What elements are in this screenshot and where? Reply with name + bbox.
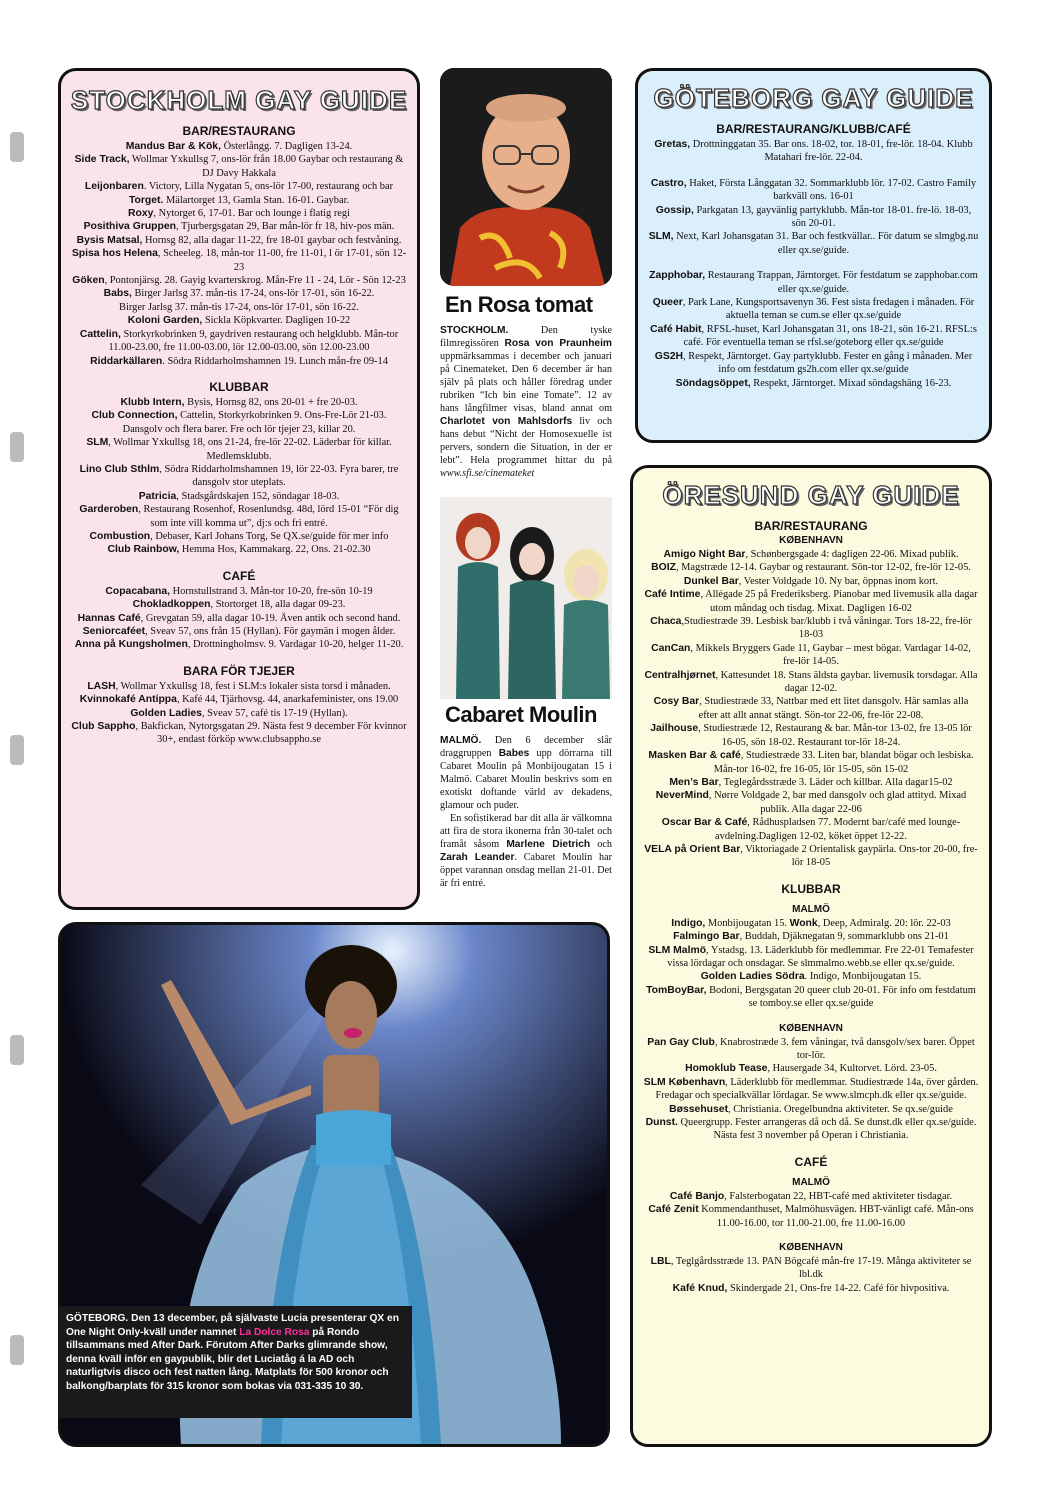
- venue-name: Leijonbaren: [84, 181, 144, 193]
- listing-entry: [638, 165, 989, 177]
- venue-name: Garderoben: [79, 504, 139, 516]
- venue-details: Birger Jarlsg 37. mån-tis 17-24, ons-lör 17-01, sön 16-22.: [131, 288, 375, 300]
- listing-entry: [643, 816, 979, 843]
- venue-name: Club Connection,: [91, 410, 178, 422]
- venue-details: Hemma Hos, Kammakarg. 22, Ons. 21-02.30: [179, 544, 371, 556]
- listing-entry: [71, 396, 407, 409]
- listing-entry: [643, 984, 979, 1011]
- venue-name: Zapphobar,: [649, 270, 706, 282]
- article-cabaret-moulin-headline: Cabaret Moulin: [445, 702, 597, 727]
- listing-entry: [648, 138, 979, 165]
- venue-name: Anna på Kungsholmen: [74, 639, 188, 651]
- venue-details: , Kattesundet 18. Stans äldsta gaybar. livemusik torsdagar. Alla dagar 12-02.: [715, 669, 978, 695]
- venue-name: Men’s Bar: [669, 776, 719, 788]
- city-subheading: MALMÖ: [792, 1176, 830, 1188]
- oresund-guide-box: [630, 465, 992, 1447]
- venue-details: , Restaurang Rosenhof, Rosenlundsg. 48d, lörd 15-01 “För dig som inte vill komma ut”, dj:s och fri entré.: [138, 504, 399, 529]
- listing-entry: [71, 194, 407, 207]
- section-heading: BAR/RESTAURANG: [754, 519, 868, 533]
- listing-entry: [648, 296, 979, 323]
- listing-entry: [638, 257, 989, 269]
- listing-entry: [643, 575, 979, 588]
- venue-details: , Studiestræde 33. Liten bar, blandat bögar och lesbiska. Mån-tor 16-02, fre 16-05, lör 15-05, sön 15-02: [713, 750, 974, 775]
- venue-details: , Sveav 57, ons från 15 (Hyllan). För gaymän i mogen ålder.: [145, 626, 396, 637]
- section-heading: BAR/RESTAURANG: [182, 124, 296, 138]
- listing-entry: [643, 1282, 979, 1295]
- venue-name: Hannas Café: [77, 612, 141, 624]
- venue-name: Chaca: [650, 616, 682, 628]
- city-subheading: KØBENHAVN: [779, 535, 843, 546]
- venue-details: Drottninggatan 35. Bar ons. 18-02, tor. 18-01, fre-lör. 18-04. Klubb Matahari fre-lör. 22-04.: [690, 139, 973, 164]
- oresund-guide-title: ÖRESUND GAY GUIDE: [662, 480, 960, 510]
- city-subheading: KØBENHAVN: [779, 1022, 843, 1034]
- listing-entry: [648, 230, 979, 257]
- stockholm-guide-title: STOCKHOLM GAY GUIDE: [70, 85, 408, 115]
- venue-name: Klubb Intern,: [120, 396, 185, 408]
- venue-details: , Rådhuspladsen 77. Modernt bar/café med lounge-avdelning.Dagligen 12-02, köket öppet 12-22.: [715, 817, 961, 842]
- venue-details: Skindergade 21, Ons-fre 14-22. Café för hivpositiva.: [727, 1282, 950, 1294]
- venue-name: NeverMind: [655, 790, 709, 802]
- venue-details: , Stadsgårdskajen 152, söndagar 18-03.: [176, 490, 340, 502]
- venue-details: , Wollmar Yxkullsg 18, fest i SLM:s lokaler sista torsd i månaden.: [115, 680, 391, 692]
- venue-details: , Läderklubb för medlemmar. Studiestræde 14a, över gården. Fredagar och specialkvällar lördagar. Se www.slmcph.dk eller qx.se/guide.: [655, 1076, 979, 1102]
- listing-entry: [71, 585, 407, 598]
- listing-entry: [648, 204, 979, 231]
- listing-entry: [643, 722, 979, 749]
- venue-name: Café Banjo: [669, 1190, 725, 1202]
- listing-entry: [643, 561, 979, 574]
- listing-entry: [71, 720, 407, 747]
- listing-entry: [643, 548, 979, 561]
- listing-entry: [71, 220, 407, 233]
- venue-name: Golden Ladies: [130, 707, 202, 719]
- venue-name: CanCan: [651, 642, 691, 654]
- venue-details: , Park Lane, Kungsportsavenyn 36. Fest sista fredagen i månaden. För aktuella teman se cum.se eller qx.se/guide: [682, 297, 975, 322]
- venue-details: Parkgatan 13, gayvänlig partyklubb. Mån-tor 18-01. fre-lö. 18-03, sön 20-01.: [693, 204, 972, 230]
- venue-details: . Victory, Lilla Nygatan 5, ons-lör 17-00, restaurang och bar: [143, 181, 394, 193]
- venue-name: Homoklub Tease: [685, 1063, 768, 1075]
- venue-details: , Drottningholmsv. 9. Vardagar 10-20, helger 11-20.: [187, 639, 404, 651]
- venue-details: , RFSL-huset, Karl Johansgatan 31, ons 18-21, sön 16-21. RFSL:s café. För eventuella teman se rfsl.se/goteborg eller qx.se/guide: [683, 323, 977, 349]
- venue-name: Dunkel Bar: [683, 575, 739, 587]
- performer-photo-caption: GÖTEBORG. Den 13 december, på självaste Lucia presenterar QX en One Night Only-kväll under namnet La Dolce Rosa på Rondo tillsammans med After Dark. Förutom After Darks glimrande show, denna kväll inför en gaypublik, blir det Luciatåg á la AD och naturligtvis disco och fest natten lång. Matplats för 500 kronor och balkong/barplats för 315 kronor som bokas via 031-335 10 30.: [58, 1306, 412, 1418]
- listing-entry: [643, 789, 979, 816]
- venue-details: Haket, Första Långgatan 32. Sommarklubb lör. 17-02. Castro Family barkväll ons. 16-01: [686, 177, 977, 203]
- venue-details: , Christiania. Oregelbundna aktiviteter. Se qx.se/guide: [728, 1103, 953, 1115]
- venue-name: Lino Club Sthlm: [79, 463, 160, 475]
- venue-details: , Studiestræde 12, Restaurang & bar. Mån-tor 13-02, fre 13-05 lör 16-05, sön 18-02. Restaurant tor-lör 18-24.: [698, 723, 972, 748]
- page-tab-marker: [10, 432, 24, 462]
- listing-entry: [643, 970, 979, 983]
- listing-entry: [71, 612, 407, 625]
- listing-entry: [643, 1116, 979, 1143]
- listing-entry: [648, 269, 979, 296]
- listing-entry: [71, 287, 407, 300]
- venue-name: SLM: [86, 437, 109, 449]
- venue-details: , Grevgatan 59, alla dagar 10-19. Även antik och second hand.: [140, 612, 401, 624]
- venue-name: Indigo,: [671, 917, 706, 929]
- venue-name: Amigo Night Bar: [663, 549, 746, 560]
- venue-name: Club Sappho: [71, 721, 136, 733]
- listing-entry: [71, 153, 407, 180]
- venue-details: , Sveav 57, café tis 17-19 (Hyllan).: [201, 707, 348, 719]
- page-tab-marker: [10, 735, 24, 765]
- venue-details: Respekt, Järntorget. Mixad söndagshäng 16-23.: [750, 377, 952, 389]
- listing-entry: [643, 669, 979, 696]
- venue-details: , Teglegårdsstræde 3. Läder och killbar. Alla dagar15-02: [718, 776, 953, 788]
- venue-name: SLM Malmö: [648, 944, 707, 956]
- venue-name: Centralhjørnet: [644, 669, 716, 681]
- section-heading: KLUBBAR: [209, 379, 269, 394]
- section-heading: CAFÉ: [794, 1154, 828, 1169]
- article-rosa-tomat-headline: En Rosa tomat: [445, 292, 593, 317]
- venue-name: VELA på Orient Bar: [644, 843, 741, 855]
- venue-name: Dunst.: [645, 1117, 678, 1129]
- venue-details: , Knabrostræde 3. fem våningar, två dansgolv/sex barer. Öppet tor-lör.: [714, 1036, 975, 1061]
- listing-entry: [643, 1036, 979, 1063]
- venue-name: Falmingo Bar: [673, 931, 740, 943]
- venue-name: Bysis Matsal,: [76, 234, 143, 246]
- venue-name: SLM,: [648, 231, 674, 243]
- listing-entry: [643, 776, 979, 789]
- venue-name: Side Track,: [74, 154, 130, 166]
- listing-entry: [71, 625, 407, 638]
- venue-details: , Debaser, Karl Johans Torg, Se QX.se/guide för mer info: [150, 530, 389, 542]
- venue-name: Gretas,: [654, 139, 691, 150]
- venue-name: Seniorcaféet: [82, 626, 146, 637]
- listing-entry: [71, 355, 407, 368]
- venue-details: , Södra Riddarholmshamnen 19, lör 22-03. Fyra barer, tre dansgolv stor uteplats.: [159, 463, 399, 489]
- venue-name: GS2H: [654, 350, 684, 362]
- venue-name: Combustion: [89, 530, 151, 542]
- venue-details: Storkyrkobrinken 9, gaydriven restaurang och helgklubb. Mån-tor 11.00-23.00, fre 11.00-03.00, lör 12.00-03.00, sön 12.00-23.00: [108, 328, 399, 354]
- listing-entry: [643, 695, 979, 722]
- stockholm-guide-box: [58, 68, 420, 910]
- listing-entry: [71, 234, 407, 247]
- section-heading: KLUBBAR: [781, 881, 841, 896]
- listing-entry: [71, 490, 407, 503]
- venue-details: , Hausergade 34, Kultorvet. Lörd. 23-05.: [767, 1063, 937, 1075]
- venue-details: Restaurang Trappan, Järntorget. För festdatum se zapphobar.com eller qx.se/guide.: [705, 270, 978, 295]
- listing-entry: [643, 1203, 979, 1230]
- venue-details: , Viktoriagade 2 Orientalisk gaypärla. Ons-tor 20-00, fre-lör 18-05: [740, 843, 978, 869]
- page-tab-marker: [10, 1035, 24, 1065]
- listing-entry: [643, 1103, 979, 1116]
- venue-details: , Wollmar Yxkullsg 18, ons 21-24, fre-lör 22-02. Läderbar för killar. Medlemsklubb.: [108, 437, 392, 462]
- venue-name: Masken Bar & café: [648, 750, 741, 762]
- listing-entry: [71, 680, 407, 693]
- venue-name: Cattelin,: [79, 328, 121, 340]
- drag-group-illustration: [440, 497, 612, 699]
- venue-name: Wonk: [789, 917, 818, 929]
- event-name-highlight: La Dolce Rosa: [239, 1326, 310, 1338]
- listing-entry: [71, 543, 407, 556]
- venue-details: , Tjurbergsgatan 29, Bar mån-lör fr 18, hiv-pos män.: [176, 221, 395, 233]
- venue-details: Wollmar Yxkullsg 7, ons-lör från 18.00 Gaybar och restaurang & DJ Davy Hakkala: [129, 154, 404, 179]
- venue-details: Hornsg 82, alla dagar 11-22, fre 18-01 gaybar och festvåning.: [142, 234, 402, 246]
- article-cabaret-moulin-body: MALMÖ. Den 6 december slår draggruppen Babes upp dörrarna till Cabaret Moulin på Monbijougatan 15 i Malmö. Cabaret Moulin beskrivs som en exotiskt doftande värld av dekadens, glamour och puder. En sofistikerad bar dit alla är välkomna att fira de stora ikonerna från 30-talet och framåt såsom Marlene Dietrich och Zarah Leander. Cabaret Moulin har öppet varannan onsdag mellan 21-01. Det är fri entré.: [440, 735, 612, 889]
- venue-details: , Allégade 25 på Frederiksberg. Pianobar med livemusik alla dagar utom måndag och tisdag. Mixat. Dagligen 16-02: [700, 589, 978, 614]
- venue-name: Golden Ladies Södra: [700, 971, 805, 983]
- venue-details: , Studiestræde 33, Nattbar med ett litet dansgolv. Här samlas alla efter att allt annat stängt. Sön-tor 22-06, fre-lör 22-08.: [698, 696, 969, 721]
- dateline: MALMÖ.: [440, 735, 482, 746]
- venue-details: Mälartorget 13, Gamla Stan. 16-01. Gaybar.: [163, 194, 350, 206]
- venue-details: , Mikkels Bryggers Gade 11, Gaybar – mest bögar. Vardagar 14-02, fre-lör 14-05.: [690, 642, 971, 668]
- venue-details: Monbijougatan 15.: [705, 917, 790, 929]
- listing-entry: [643, 944, 979, 971]
- venue-name: LBL: [650, 1256, 671, 1268]
- venue-details: , Respekt, Järntorget. Gay partyklubb. Fester en gång i månaden. Mer info om festdatum gs2h.com eller qx.se/guide: [683, 350, 973, 376]
- listing-entry: [71, 180, 407, 193]
- listing-entry: [71, 707, 407, 720]
- section-heading: BARA FÖR TJEJER: [183, 663, 295, 678]
- listing-entry: [648, 323, 979, 350]
- venue-details: , Buddah, Djäknegatan 9, sommarklubb ons 21-01: [739, 931, 949, 943]
- listing-entry: [71, 409, 407, 436]
- venue-name: Koloni Garden,: [127, 315, 203, 327]
- venue-name: Patricia: [138, 490, 177, 502]
- venue-name: Kafé Knud,: [672, 1282, 728, 1294]
- venue-name: Café Intime: [644, 589, 701, 601]
- venue-details: Hornstullstrand 3. Mån-tor 10-20, fre-sön 10-19: [170, 585, 373, 597]
- venue-details: Österlångg. 7. Dagligen 13-24.: [220, 141, 353, 152]
- listing-entry: [643, 930, 979, 943]
- venue-name: TomBoyBar,: [646, 984, 707, 996]
- venue-details: , Teglgårdsstræde 13. PAN Bögcafé mån-fre 17-19. Många aktiviteter se lbl.dk: [670, 1256, 972, 1281]
- venue-name: Copacabana,: [105, 585, 171, 597]
- listing-entry: [71, 140, 407, 153]
- venue-name: Mandus Bar & Kök,: [125, 141, 221, 152]
- listing-entry: [648, 350, 979, 377]
- venue-details: , Stortorget 18, alla dagar 09-23.: [210, 599, 346, 611]
- venue-name: SLM København: [643, 1076, 726, 1088]
- page-tab-marker: [10, 1335, 24, 1365]
- venue-details: Queergrupp. Fester arrangeras då och då. Se dunst.dk eller qx.se/guide. Nästa fest 3 november på Operan i Christiania.: [677, 1117, 977, 1142]
- listing-entry: [643, 1062, 979, 1075]
- venue-details: , Vester Voldgade 10. Ny bar, öppnas inom kort.: [738, 575, 939, 587]
- venue-details: ,Studiestræde 39. Lesbisk bar/klubb i två våningar. Tors 18-22, fre-lör 18-03: [681, 616, 972, 641]
- venue-details: Kommendanthuset, Malmöhusvägen. HBT-vänligt café. Mån-ons 11.00-16.00, tor 11.00-21.00, fre 11.00-16.00: [698, 1204, 974, 1229]
- listing-entry: [71, 274, 407, 287]
- venue-details: , Scheeleg. 18, mån-tor 11-00, fre 11-01, l ör 17-01, sön 12-23: [157, 248, 407, 273]
- listing-entry: [71, 503, 407, 530]
- listing-entry: [71, 328, 407, 355]
- venue-name: LASH: [87, 680, 116, 692]
- venue-name: Castro,: [650, 177, 687, 189]
- venue-details: Bysis, Hornsg 82, ons 20-01 + fre 20-03.: [184, 396, 358, 408]
- section-heading: CAFÉ: [222, 568, 256, 583]
- article-rosa-tomat-body: STOCKHOLM. Den tyske filmregissören Rosa von Praunheim uppmärksammas i december och januari på Cinemateket. Den 6 december är han själv på plats och håller föredrag under rubriken “Ich bin eine Tomate”. 12 av hans långfilmer visas, bland annat om Charlotet von Mahlsdorfs liv och hans debut “Nicht der Homosexuelle ist pervers, sondern die Situation, in der er lebt”. Hela programmet hittar du på www.sfi.se/cinemateket: [440, 325, 613, 479]
- page-tab-marker: [10, 132, 24, 162]
- venue-name: Posithiva Gruppen: [83, 221, 176, 233]
- drag-group-photo: [440, 497, 612, 699]
- venue-details: Bodoni, Bergsgatan 20 queer club 20-01. För info om festdatum se tomboy.se eller qx.se/guide: [706, 984, 976, 1010]
- cinemateket-link[interactable]: www.sfi.se/cinemateket: [440, 468, 535, 479]
- venue-details: Sickla Köpkvarter. Dagligen 10-22: [202, 315, 351, 327]
- stockholm-listings: [61, 124, 417, 747]
- goteborg-listings: [638, 138, 989, 390]
- dateline: STOCKHOLM.: [440, 325, 509, 336]
- goteborg-section-heading: BAR/RESTAURANG/KLUBB/CAFÉ: [716, 122, 911, 136]
- venue-name: Torget.: [128, 194, 164, 206]
- venue-details: Next, Karl Johansgatan 31. Bar och festkvällar.. För datum se slmgbg.nu eller qx.se/guide.: [673, 231, 979, 256]
- listing-entry: [71, 463, 407, 490]
- listing-entry: [71, 598, 407, 611]
- venue-name: Café Zenit: [648, 1204, 699, 1216]
- venue-name: Jailhouse: [650, 723, 699, 735]
- venue-details: . Södra Riddarholmshamnen 19. Lunch mån-fre 09-14: [162, 355, 388, 367]
- venue-name: Chokladkoppen: [132, 599, 211, 611]
- oresund-listings: [633, 519, 989, 1295]
- listing-entry: [643, 1255, 979, 1282]
- venue-name: Söndagsöppet,: [675, 377, 751, 389]
- portrait-photo: [440, 68, 612, 286]
- venue-details: , Magstræde 12-14. Gaybar og restaurant. Sön-tor 12-02, fre-lör 12-05.: [675, 562, 971, 574]
- venue-name: Club Rainbow,: [107, 544, 180, 556]
- venue-details: . Indigo, Monbijougatan 15.: [804, 971, 922, 983]
- venue-details: , Nytorget 6, 17-01. Bar och lounge i flatig regi: [153, 208, 351, 220]
- listing-entry: [71, 638, 407, 651]
- venue-name: Cosy Bar: [653, 696, 700, 708]
- venue-name: Bøssehuset: [669, 1103, 729, 1115]
- venue-name: Babs,: [103, 288, 132, 300]
- venue-details: , Ystadsg. 13. Läderklubb för medlemmar. Fre 22-01 Temafester vissa lördagar och onsdagar. Se slmmalmo.webb.se eller qx.se/guide.: [667, 944, 974, 969]
- venue-details: , Kafé 44, Tjärhovsg. 44, anarkafeminister, ons 19.00: [176, 694, 399, 706]
- listing-entry: [643, 588, 979, 615]
- venue-name: Oscar Bar & Café: [661, 817, 748, 829]
- venue-details: , Bakfickan, Nytorgsgatan 29. Nästa fest 9 december För kvinnor 30+, endast förköp www.clubsappho.se: [135, 721, 407, 746]
- venue-name: Queer: [652, 297, 683, 309]
- listing-entry: [71, 530, 407, 543]
- venue-name: Gossip,: [655, 204, 694, 216]
- goteborg-guide-box: [635, 68, 992, 443]
- venue-details: , Deep, Admiralg. 20: lör. 22-03: [817, 917, 951, 929]
- listing-entry: [648, 377, 979, 390]
- listing-entry: [643, 642, 979, 669]
- listing-entry: [643, 917, 979, 930]
- listing-entry: [643, 1076, 979, 1103]
- city-subheading: MALMÖ: [792, 903, 830, 915]
- venue-details: Birger Jarlsg 37. mån-tis 17-24, ons-lör 17-01, sön 16-22.: [119, 301, 359, 313]
- venue-details: Cattelin, Storkyrkobrinken 9. Ons-Fre-Lör 21-03. Dansgolv och flera barer. Fre och lör tjejer 23, killar 20.: [122, 410, 387, 435]
- listing-entry: [71, 247, 407, 274]
- listing-entry: [648, 177, 979, 204]
- venue-details: , Schønbergsgade 4: dagligen 22-06. Mixad publik.: [745, 549, 959, 560]
- venue-name: Roxy: [127, 208, 154, 220]
- venue-name: Pan Gay Club: [647, 1036, 715, 1048]
- listing-entry: [643, 843, 979, 870]
- venue-name: Café Habit: [650, 323, 702, 335]
- listing-entry: [71, 693, 407, 706]
- venue-name: BOIZ: [651, 562, 676, 574]
- venue-name: Göken: [72, 275, 105, 287]
- listing-entry: [643, 1190, 979, 1203]
- venue-details: , Falsterbogatan 22, HBT-café med aktiviteter tisdagar.: [724, 1190, 953, 1202]
- listing-entry: [71, 301, 407, 314]
- listing-entry: [643, 749, 979, 776]
- listing-entry: [71, 314, 407, 327]
- venue-name: Spisa hos Helena: [71, 248, 158, 260]
- goteborg-guide-title: GÖTEBORG GAY GUIDE: [653, 83, 974, 113]
- listing-entry: [643, 615, 979, 642]
- venue-details: , Pontonjärsg. 28. Gayig kvarterskrog. Mån-Fre 11 - 24, Lör - Sön 12-23: [104, 275, 406, 287]
- listing-entry: [71, 436, 407, 463]
- city-subheading: KØBENHAVN: [779, 1242, 843, 1254]
- listing-entry: [71, 207, 407, 220]
- venue-name: Riddarkällaren: [90, 355, 163, 367]
- portrait-illustration: [440, 68, 612, 286]
- venue-details: , Nørre Voldgade 2, bar med dansgolv och glad attityd. Mixad publik. Alla dagar 22-06: [708, 790, 967, 815]
- venue-name: Kvinnokafé Antippa: [79, 694, 177, 706]
